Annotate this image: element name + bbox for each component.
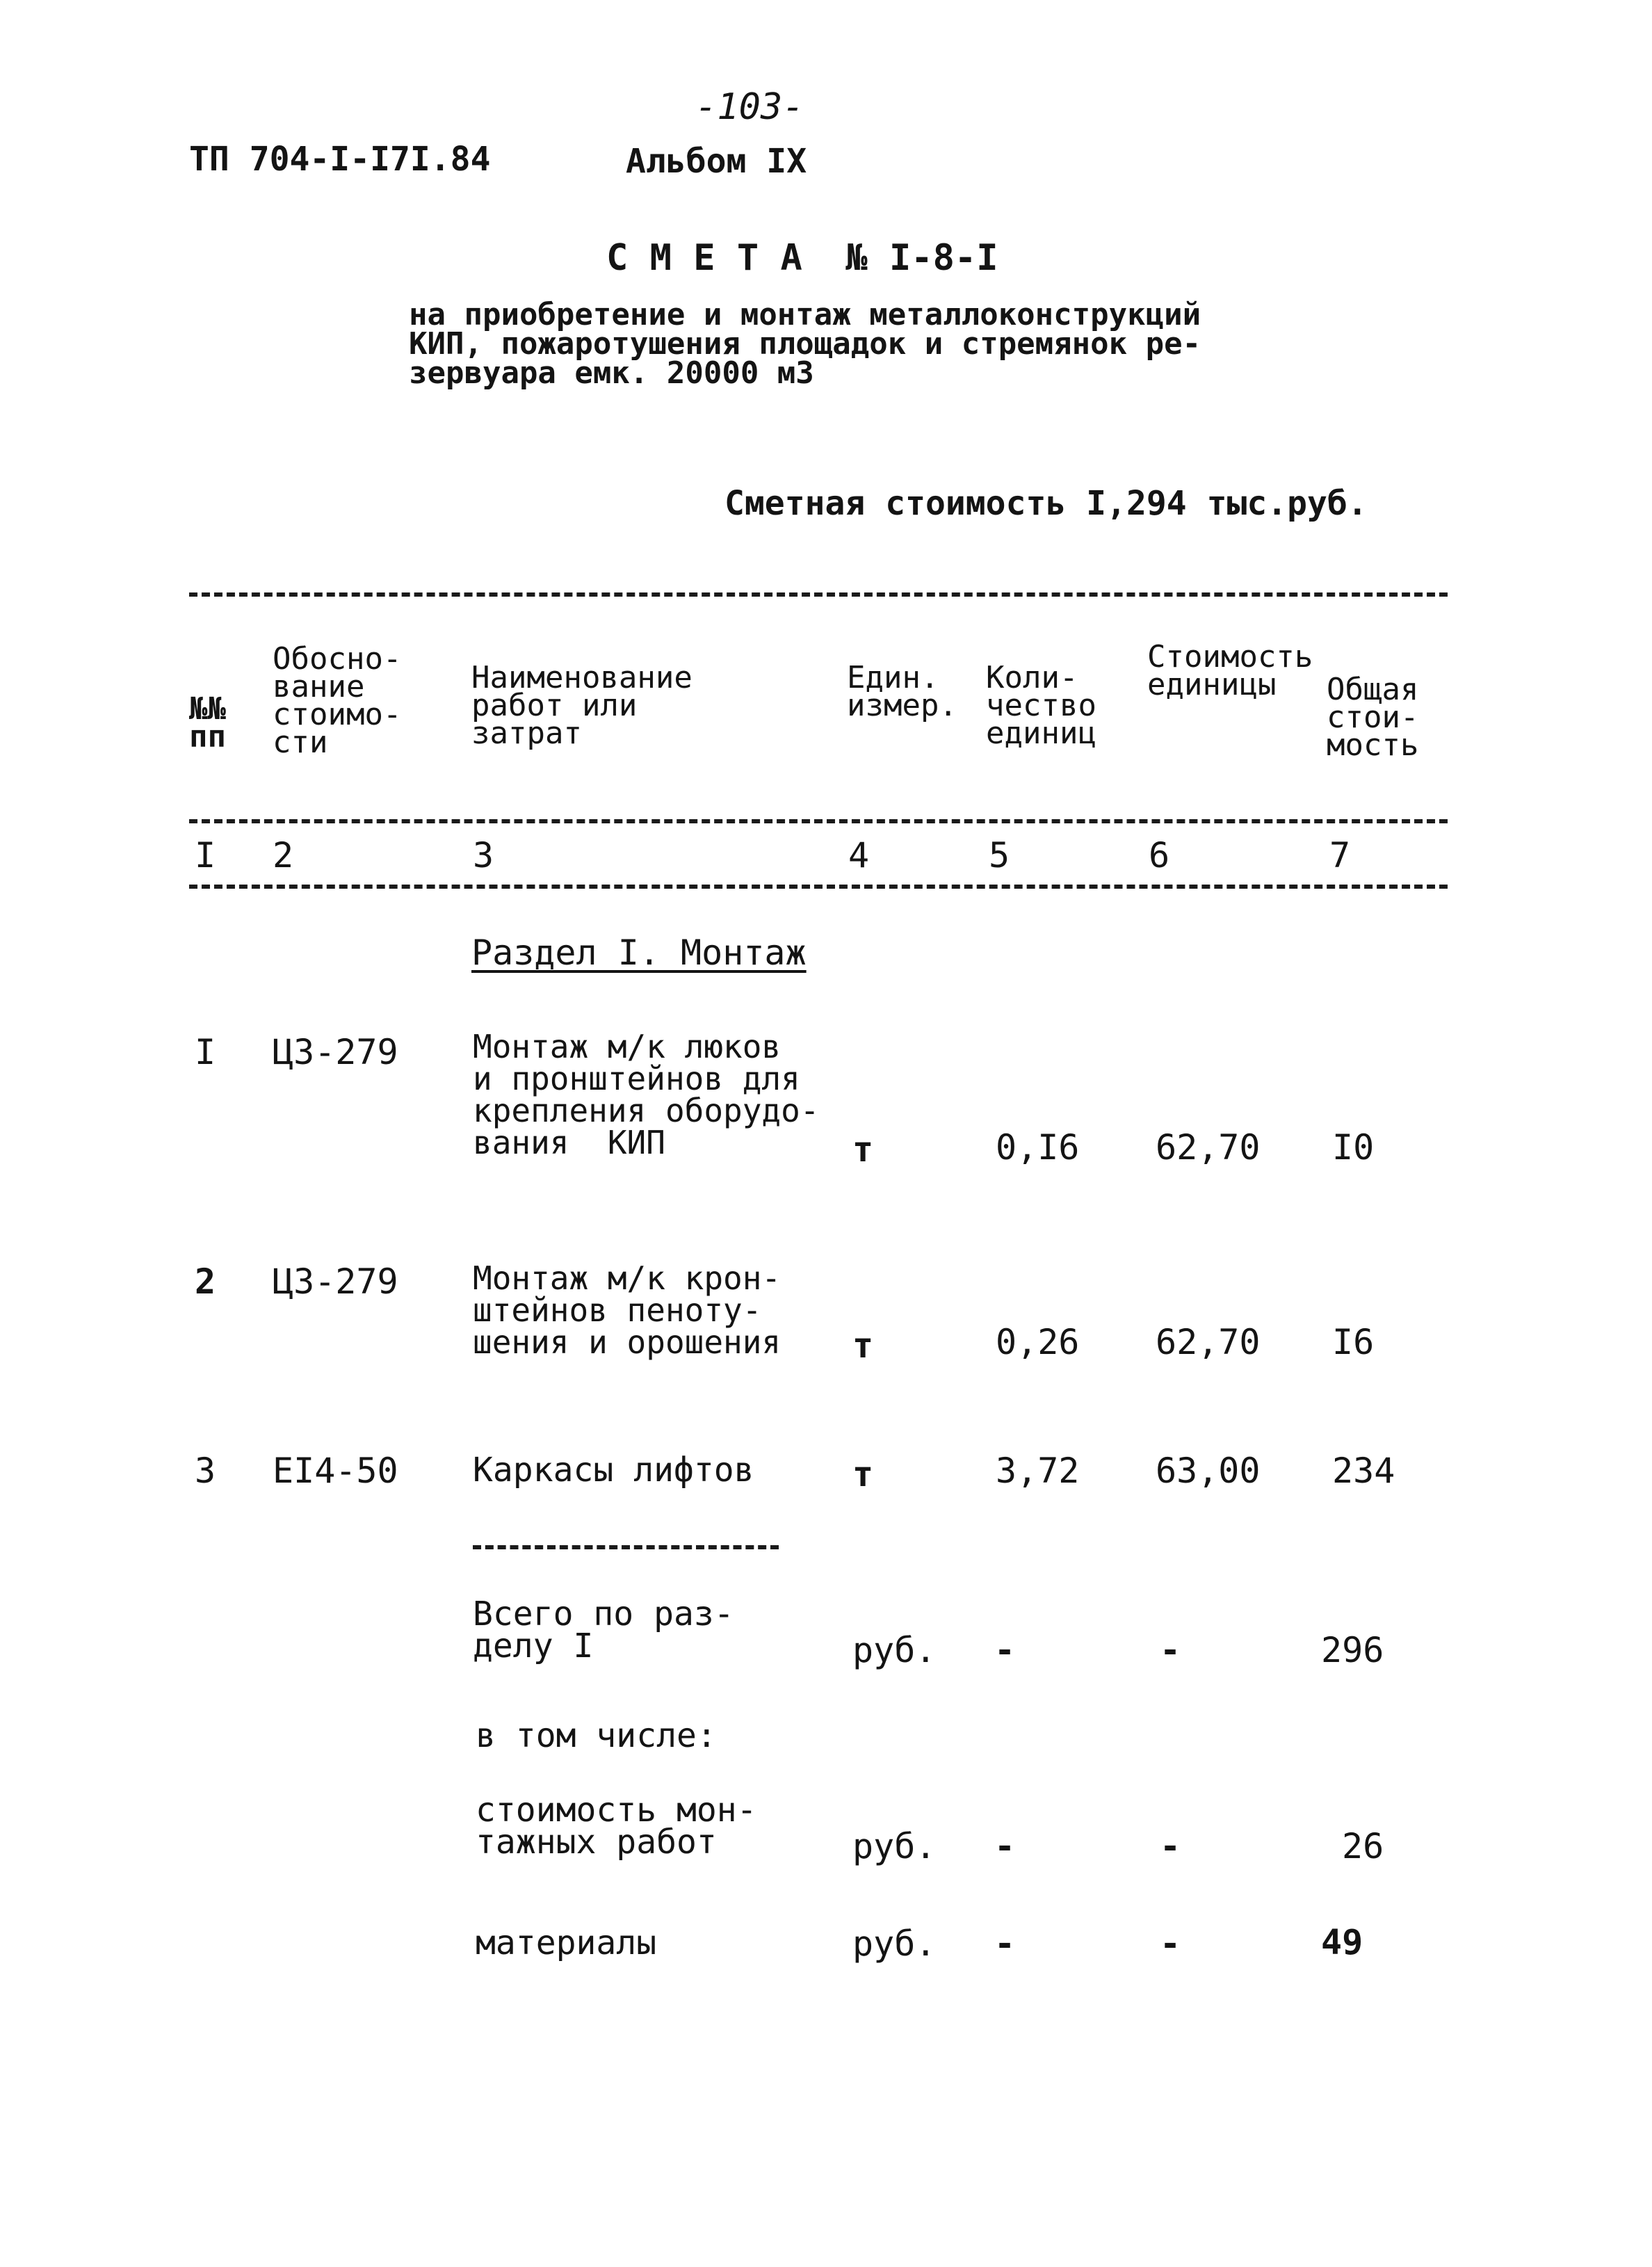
summary-install-unit: руб. [852,1826,937,1866]
document-title: С М Е Т А № I-8-I [606,237,998,279]
row-3-total: 234 [1332,1451,1395,1491]
summary-materials-label: материалы [476,1923,657,1962]
header-basis: Обосно- вание стоимо- сти [273,641,402,760]
header-rule [189,819,1448,823]
summary-install-value: 26 [1342,1826,1384,1866]
row-3-basis: ЕI4-50 [273,1451,398,1491]
header-unit: Един. измер. [847,660,957,723]
header-unit-cost: Стоимость единицы [1147,639,1313,702]
column-number-2: 2 [273,835,294,876]
section-title: Раздел I. Монтаж [471,933,807,973]
row-2-name: Монтаж м/к крон- штейнов пеноту- шения и орошения [473,1259,782,1361]
page-number: -103- [695,86,804,128]
row-3-qty: 3,72 [996,1451,1080,1491]
row-1-num: I [195,1032,216,1072]
row-1-total: I0 [1332,1127,1375,1168]
album-label: Альбом IX [626,142,807,181]
row-1-name: Монтаж м/к люков и пронштейнов для крепления оборудо- вания КИП [473,1028,820,1161]
row-3-unit-cost: 63,00 [1156,1451,1261,1491]
column-number-5: 5 [989,835,1010,876]
header-qty: Коли- чество единиц [986,660,1096,751]
row-3-num: 3 [195,1451,216,1491]
row-2-qty: 0,26 [996,1322,1080,1362]
header-num: №№ пп [189,691,226,755]
column-numbers-rule [189,885,1448,889]
row-3-name: Каркасы лифтов [473,1451,754,1490]
row-1-unit: т [852,1129,874,1170]
header-name: Наименование работ или затрат [471,660,693,751]
column-number-1: I [195,835,216,876]
summary-install-qty: - [994,1826,1016,1866]
document-subtitle: на приобретение и монтаж металлоконструкций КИП, пожаротушения площадок и стремянок ре- зервуара емк. 20000 м3 [409,297,1201,391]
table-top-rule [189,592,1448,597]
summary-total-value: 296 [1321,1630,1384,1670]
summary-total-unit-cost: - [1160,1630,1181,1670]
project-code: ТП 704-I-I7I.84 [189,140,491,179]
row-2-basis: ЦЗ-279 [273,1261,398,1302]
summary-install-label: стоимость мон- тажных работ [476,1791,757,1862]
summary-materials-unit: руб. [852,1923,937,1964]
row-1-unit-cost: 62,70 [1156,1127,1261,1168]
column-number-4: 4 [848,835,870,876]
row-1-basis: ЦЗ-279 [273,1032,398,1072]
estimated-cost: Сметная стоимость I,294 тыс.руб. [724,484,1368,523]
summary-materials-unit-cost: - [1160,1923,1181,1964]
summary-including-label: в том числе: [476,1716,717,1755]
summary-materials-qty: - [994,1923,1016,1964]
row-3-unit: т [852,1454,874,1494]
summary-total-qty: - [994,1630,1016,1670]
row-2-unit-cost: 62,70 [1156,1322,1261,1362]
summary-total-unit: руб. [852,1630,937,1670]
summary-materials-value: 49 [1321,1922,1363,1962]
row-2-num: 2 [195,1261,216,1302]
header-total: Общая стои- мость [1327,672,1419,763]
summary-total-label: Всего по раз- делу I [473,1595,734,1665]
column-number-7: 7 [1329,835,1351,876]
column-number-6: 6 [1149,835,1170,876]
column-number-3: 3 [473,835,494,876]
summary-install-unit-cost: - [1160,1826,1181,1866]
row-2-total: I6 [1332,1322,1375,1362]
subtotal-rule [473,1545,779,1549]
row-1-qty: 0,I6 [996,1127,1080,1168]
row-2-unit: т [852,1325,874,1366]
